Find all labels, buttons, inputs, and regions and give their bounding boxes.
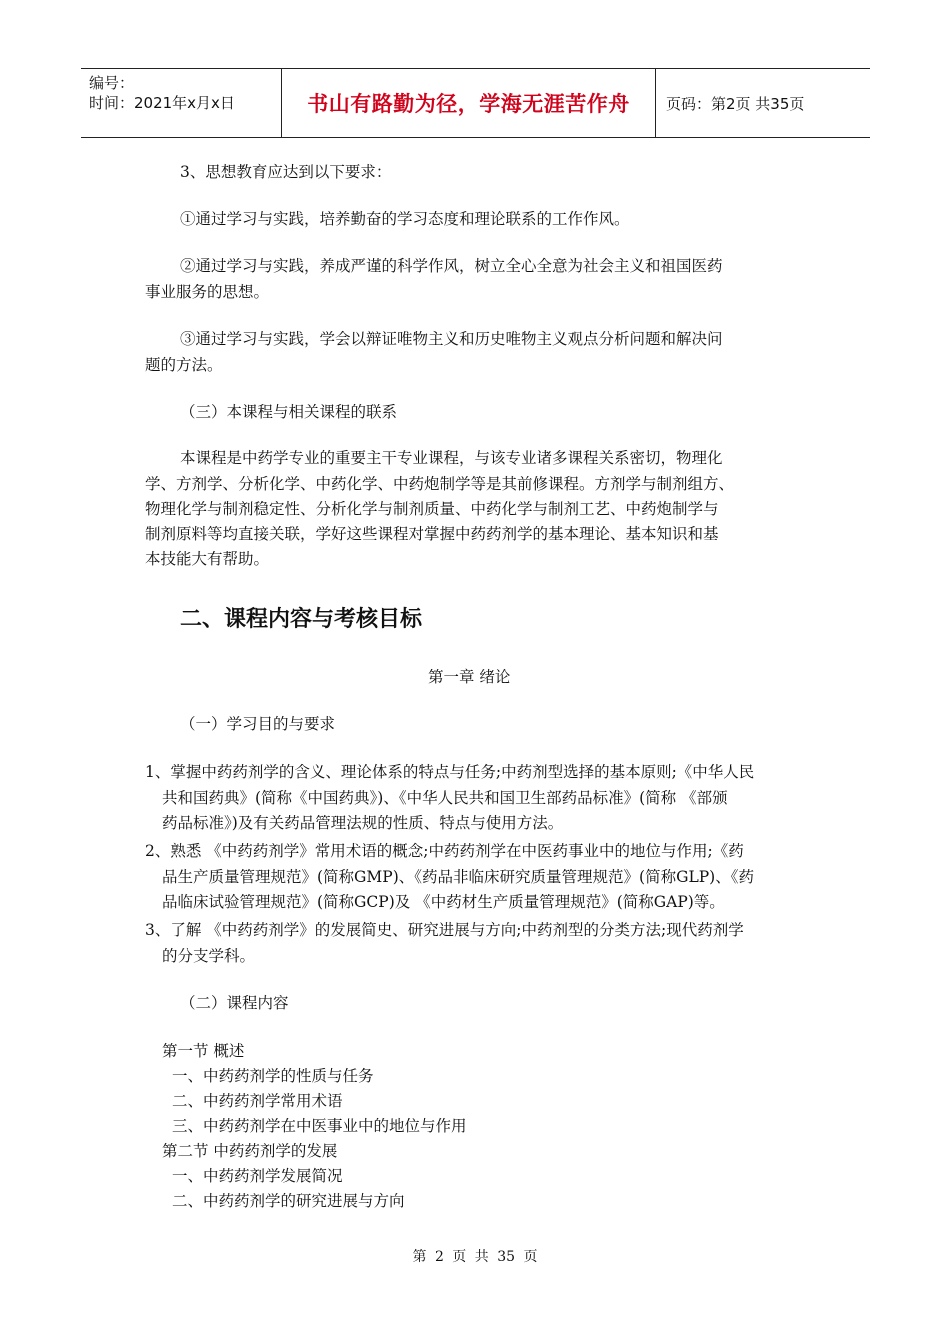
relation-line2: 学、方剂学、分析化学、中药化学、中药炮制学等是其前修课程。方剂学与制剂组方、 <box>145 475 735 493</box>
requirement-2-line2: 事业服务的思想。 <box>145 283 270 301</box>
goal-1-line2: 共和国药典》(简称《中国药典》)、《中华人民共和国卫生部药品标准》(简称 《部颁 <box>162 789 728 807</box>
header-motto: 书山有路勤为径，学海无涯苦作舟 <box>281 69 656 137</box>
relation-line3: 物理化学与制剂稳定性、分析化学与制剂质量、中药化学与制剂工艺、中药炮制学与 <box>145 500 719 518</box>
requirement-2-line1: ②通过学习与实践，养成严谨的科学作风，树立全心全意为社会主义和祖国医药 <box>180 257 723 275</box>
page-footer: 第 2 页 共 35 页 <box>412 1249 538 1265</box>
goal-2-line1: 2、熟悉 《中药药剂学》常用术语的概念;中药药剂学在中医药事业中的地位与作用;《药 <box>145 842 744 860</box>
goals-title: （一）学习目的与要求 <box>180 715 336 733</box>
toc-item-1-2: 二、中药药剂学常用术语 <box>172 1092 343 1110</box>
chapter-title: 第一章 绪论 <box>428 668 511 686</box>
number-label: 编号： <box>89 74 135 92</box>
goal-3-line2: 的分支学科。 <box>162 947 256 965</box>
goal-3-line1: 3、了解 《中药药剂学》的发展简史、研究进展与方向;中药剂型的分类方法;现代药剂学 <box>145 921 744 939</box>
requirement-1: ①通过学习与实践，培养勤奋的学习态度和理论联系的工作作风。 <box>180 210 630 228</box>
section-heading: 二、课程内容与考核目标 <box>180 607 423 632</box>
page-header <box>81 68 870 138</box>
goal-1-line1: 1、掌握中药药剂学的含义、理论体系的特点与任务;中药剂型选择的基本原则;《中华人民 <box>145 763 755 781</box>
relation-line1: 本课程是中药学专业的重要主干专业课程，与该专业诸多课程关系密切，物理化 <box>180 449 723 467</box>
toc-item-2-1: 一、中药药剂学发展简况 <box>172 1167 343 1185</box>
content-title: （二）课程内容 <box>180 994 289 1012</box>
toc-section-2: 第二节 中药药剂学的发展 <box>162 1142 338 1160</box>
goal-2-line3: 品临床试验管理规范》(简称GCP)及 《中药材生产质量管理规范》(简称GAP)等。 <box>162 893 725 911</box>
relation-line5: 本技能大有帮助。 <box>145 550 270 568</box>
relation-line4: 制剂原料等均直接关联，学好这些课程对掌握中药药剂学的基本理论、基本知识和基 <box>145 525 719 543</box>
section3-title: （三）本课程与相关课程的联系 <box>180 403 398 421</box>
date-label: 时间：2021年x月x日 <box>89 94 235 112</box>
goal-1-line3: 药品标准》)及有关药品管理法规的性质、特点与使用方法。 <box>162 814 564 832</box>
requirement-3-line1: ③通过学习与实践，学会以辩证唯物主义和历史唯物主义观点分析问题和解决问 <box>180 330 723 348</box>
goal-2-line2: 品生产质量管理规范》(简称GMP)、《药品非临床研究质量管理规范》(简称GLP)、《药 <box>162 868 754 886</box>
header-page-info: 页码：第2页 共35页 <box>666 94 805 113</box>
toc-item-1-1: 一、中药药剂学的性质与任务 <box>172 1067 374 1085</box>
header-meta <box>81 69 281 137</box>
toc-item-1-3: 三、中药药剂学在中医事业中的地位与作用 <box>172 1117 467 1135</box>
requirement-3-line2: 题的方法。 <box>145 356 223 374</box>
item3-title: 3、思想教育应达到以下要求： <box>180 163 392 181</box>
toc-section-1: 第一节 概述 <box>162 1042 245 1060</box>
toc-item-2-2: 二、中药药剂学的研究进展与方向 <box>172 1192 405 1210</box>
